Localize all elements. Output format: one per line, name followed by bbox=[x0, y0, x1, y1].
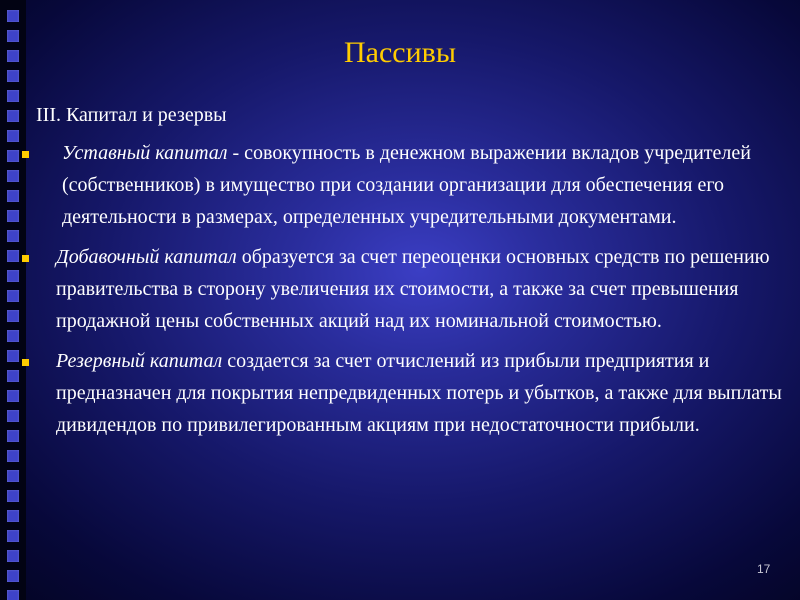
film-hole-decoration bbox=[7, 270, 19, 282]
film-hole-decoration bbox=[7, 390, 19, 402]
film-hole-decoration bbox=[7, 90, 19, 102]
film-hole-decoration bbox=[7, 410, 19, 422]
film-hole-decoration bbox=[7, 350, 19, 362]
section-heading: III. Капитал и резервы bbox=[36, 104, 227, 126]
film-hole-decoration bbox=[7, 490, 19, 502]
square-bullet-icon bbox=[22, 151, 29, 158]
bullet-list bbox=[22, 137, 782, 449]
film-hole-decoration bbox=[7, 290, 19, 302]
bullet-text: образуется за счет переоценки основных средств по решению правительства в сторону увеличения их стоимости, а также за счет превышения продажной цены собственных акций над их номинальной стоимостью. bbox=[56, 246, 770, 332]
bullet-term: Резервный капитал bbox=[56, 350, 223, 372]
bullet-term: Добавочный капитал bbox=[56, 246, 237, 268]
bullet-item-additional-capital bbox=[22, 241, 782, 337]
film-hole-decoration bbox=[7, 470, 19, 482]
square-bullet-icon bbox=[22, 359, 29, 366]
film-hole-decoration bbox=[7, 310, 19, 322]
film-hole-decoration bbox=[7, 570, 19, 582]
film-hole-decoration bbox=[7, 250, 19, 262]
bullet-item-authorized-capital bbox=[22, 137, 782, 233]
page-number: 17 bbox=[757, 562, 771, 576]
film-hole-decoration bbox=[7, 10, 19, 22]
film-hole-decoration bbox=[7, 170, 19, 182]
slide-title: Пассивы bbox=[344, 36, 456, 69]
bullet-text: создается за счет отчислений из прибыли предприятия и предназначен для покрытия непредвиденных потерь и убытков, а также для выплаты дивидендов по привилегированным акциям при недостаточности прибыли. bbox=[56, 350, 782, 436]
film-hole-decoration bbox=[7, 450, 19, 462]
bullet-item-reserve-capital bbox=[22, 345, 782, 441]
film-hole-decoration bbox=[7, 530, 19, 542]
film-hole-decoration bbox=[7, 230, 19, 242]
film-hole-decoration bbox=[7, 190, 19, 202]
square-bullet-icon bbox=[22, 255, 29, 262]
film-hole-decoration bbox=[7, 590, 19, 600]
bullet-term: Уставный капитал bbox=[62, 142, 228, 164]
film-hole-decoration bbox=[7, 370, 19, 382]
film-hole-decoration bbox=[7, 430, 19, 442]
bullet-text: - совокупность в денежном выражении вкладов учредителей (собственников) в имущество при создании организации для обеспечения его деятельности в размерах, определенных учредительными документами. bbox=[62, 142, 751, 228]
film-hole-decoration bbox=[7, 150, 19, 162]
film-hole-decoration bbox=[7, 210, 19, 222]
film-hole-decoration bbox=[7, 110, 19, 122]
film-hole-decoration bbox=[7, 330, 19, 342]
film-hole-decoration bbox=[7, 550, 19, 562]
film-hole-decoration bbox=[7, 510, 19, 522]
film-hole-decoration bbox=[7, 130, 19, 142]
film-hole-decoration bbox=[7, 70, 19, 82]
